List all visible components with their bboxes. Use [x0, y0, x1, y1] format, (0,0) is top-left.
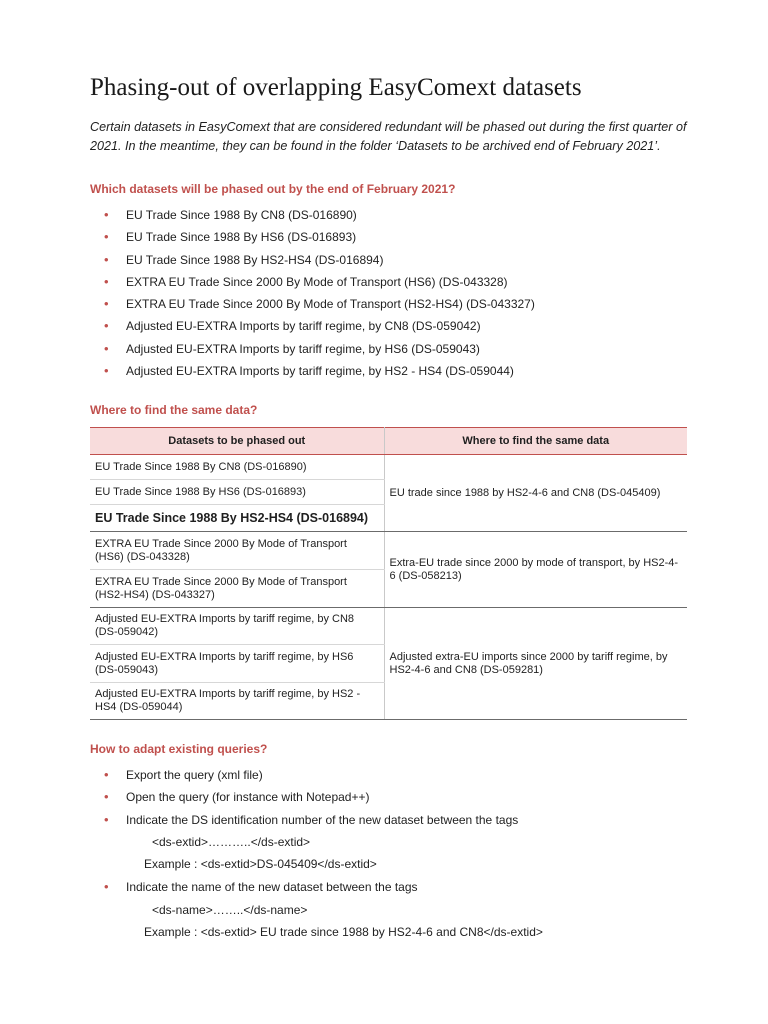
list-item: • Adjusted EU-EXTRA Imports by tariff regime, by HS6 (DS-059043): [90, 338, 535, 360]
list-item: • EU Trade Since 1988 By HS2-HS4 (DS-016894): [90, 249, 535, 271]
bullet-icon: •: [104, 318, 109, 334]
extid-example-line: Example : <ds-extid>DS-045409</ds-extid>: [144, 857, 377, 871]
list-item: • Adjusted EU-EXTRA Imports by tariff regime, by HS2 - HS4 (DS-059044): [90, 360, 535, 382]
table-cell: EU Trade Since 1988 By CN8 (DS-016890): [90, 455, 384, 480]
table-header-row: [90, 428, 687, 455]
table-cell: EU Trade Since 1988 By HS6 (DS-016893): [90, 480, 384, 505]
list-item: • Open the query (for instance with Notepad++): [90, 786, 518, 808]
bullet-icon: •: [104, 767, 109, 782]
list-item: • EU Trade Since 1988 By CN8 (DS-016890): [90, 204, 535, 226]
section-heading-phased-out: Which datasets will be phased out by the end of February 2021?: [90, 182, 456, 196]
bullet-icon: •: [104, 811, 109, 827]
bullet-icon: •: [104, 251, 109, 267]
bullet-icon: •: [104, 296, 109, 312]
table-row: [90, 455, 687, 480]
bullet-icon: •: [104, 789, 109, 805]
section-heading-where-to-find: Where to find the same data?: [90, 403, 258, 417]
phased-out-list: [90, 204, 535, 382]
list-item: • Indicate the name of the new dataset between the tags: [90, 876, 418, 898]
name-tag-line: <ds-name>……..</ds-name>: [152, 903, 308, 917]
table-cell: EU Trade Since 1988 By HS2-HS4 (DS-016894): [90, 505, 384, 532]
bullet-icon: •: [104, 879, 109, 894]
table-cell: Adjusted EU-EXTRA Imports by tariff regime, by HS6 (DS-059043): [90, 645, 384, 683]
bullet-icon: •: [104, 229, 109, 245]
list-item: • Indicate the DS identification number of the new dataset between the tags: [90, 809, 518, 831]
extid-tag-line: <ds-extid>………..</ds-extid>: [152, 835, 311, 849]
table-cell: Adjusted extra-EU imports since 2000 by tariff regime, by HS2-4-6 and CN8 (DS-059281): [384, 608, 687, 720]
page-title: Phasing-out of overlapping EasyComext datasets: [90, 74, 582, 101]
section-heading-adapt-queries: How to adapt existing queries?: [90, 742, 268, 756]
table-header-cell: Where to find the same data: [384, 428, 687, 455]
table-cell: EXTRA EU Trade Since 2000 By Mode of Transport (HS2-HS4) (DS-043327): [90, 570, 384, 608]
table-row: [90, 608, 687, 645]
intro-paragraph: Certain datasets in EasyComext that are considered redundant will be phased out during the first quarter of 2021. In the meantime, they can be found in the folder ‘Datasets to be archived end of February 2021’.: [90, 120, 687, 153]
list-item: • EXTRA EU Trade Since 2000 By Mode of Transport (HS2-HS4) (DS-043327): [90, 293, 535, 315]
bullet-icon: •: [104, 340, 109, 356]
adapt-steps-list: [90, 764, 518, 831]
table-cell: EU trade since 1988 by HS2-4-6 and CN8 (DS-045409): [384, 455, 687, 532]
list-item: • Adjusted EU-EXTRA Imports by tariff regime, by CN8 (DS-059042): [90, 315, 535, 337]
list-item: • Export the query (xml file): [90, 764, 518, 786]
list-item: • EXTRA EU Trade Since 2000 By Mode of Transport (HS6) (DS-043328): [90, 271, 535, 293]
name-example-line: Example : <ds-extid> EU trade since 1988 by HS2-4-6 and CN8</ds-extid>: [144, 925, 543, 939]
bullet-icon: •: [104, 273, 109, 289]
mapping-table: [90, 427, 687, 720]
bullet-icon: •: [104, 363, 109, 379]
table-cell: Extra-EU trade since 2000 by mode of transport, by HS2-4-6 (DS-058213): [384, 532, 687, 608]
table-cell: Adjusted EU-EXTRA Imports by tariff regime, by HS2 - HS4 (DS-059044): [90, 683, 384, 720]
table-header-cell: Datasets to be phased out: [90, 428, 384, 455]
bullet-icon: •: [104, 207, 109, 222]
list-item: • EU Trade Since 1988 By HS6 (DS-016893): [90, 226, 535, 248]
adapt-steps-list-continued: [90, 876, 418, 898]
table-row: [90, 532, 687, 570]
table-cell: Adjusted EU-EXTRA Imports by tariff regime, by CN8 (DS-059042): [90, 608, 384, 645]
table-cell: EXTRA EU Trade Since 2000 By Mode of Transport (HS6) (DS-043328): [90, 532, 384, 570]
